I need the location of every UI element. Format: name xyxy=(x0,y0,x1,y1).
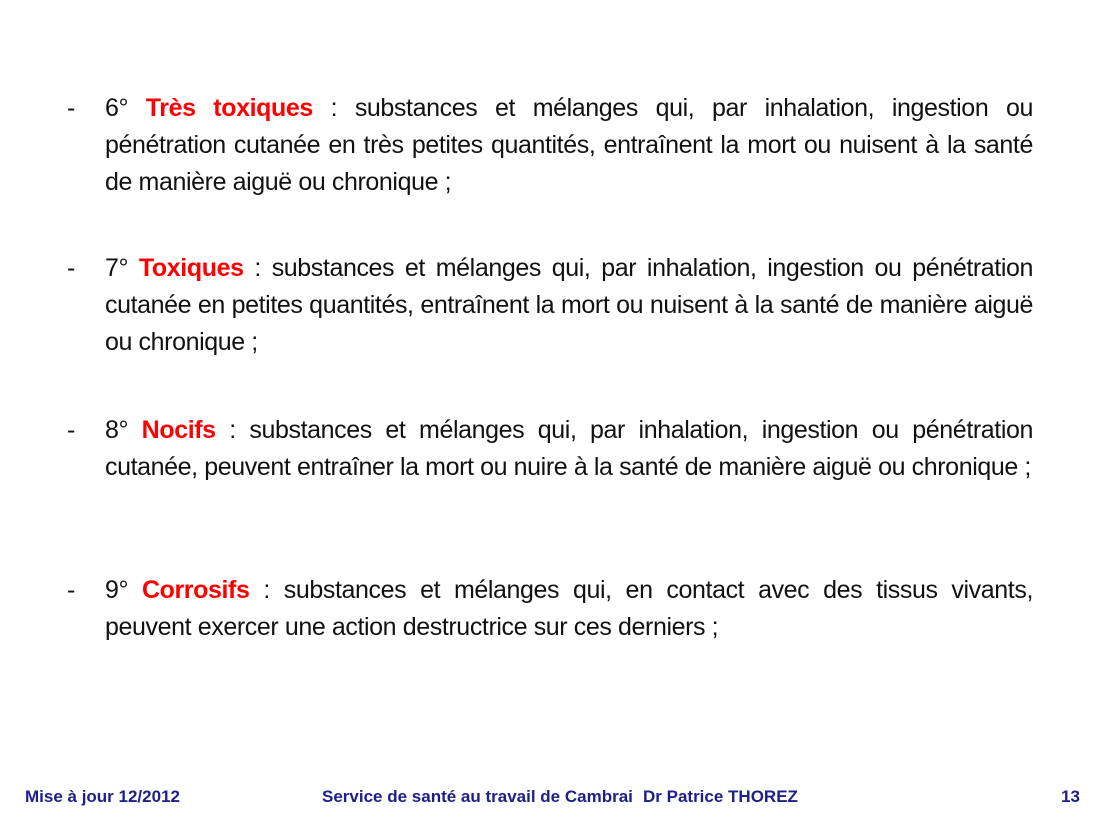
bullet-separator: : xyxy=(312,94,355,122)
footer-service-name: Service de santé au travail de Cambrai xyxy=(322,787,633,806)
footer-updated-date: Mise à jour 12/2012 xyxy=(25,787,180,806)
bullet-dash: - xyxy=(67,94,75,122)
bullet-separator: : xyxy=(215,416,250,444)
bullet-number: 9° xyxy=(105,576,142,604)
bullet-number: 8° xyxy=(105,416,142,444)
bullet-separator: : xyxy=(243,254,272,282)
bullet-text: substances et mélanges qui, par inhalation, ingestion ou pénétration cutanée en très petites quantités, entraînent la mort ou nuisent à la santé de manière aiguë ou chronique ; xyxy=(105,94,1034,196)
footer xyxy=(0,786,1100,812)
bullet-number: 6° xyxy=(105,94,146,122)
bullet-item-6-tres-toxiques xyxy=(67,90,1033,201)
footer-author: Dr Patrice THOREZ xyxy=(643,787,798,806)
bullet-dash: - xyxy=(67,576,75,604)
bullet-item-9-corrosifs xyxy=(67,572,1033,646)
bullet-keyword: Corrosifs xyxy=(141,576,250,604)
bullet-text: substances et mélanges qui, en contact avec des tissus vivants, peuvent exercer une action destructrice sur ces derniers ; xyxy=(105,576,1033,641)
bullet-number: 7° xyxy=(105,254,139,282)
bullet-item-7-toxiques xyxy=(67,250,1033,361)
bullet-text: substances et mélanges qui, par inhalation, ingestion ou pénétration cutanée en petites quantités, entraînent la mort ou nuisent à la santé de manière aiguë ou chronique ; xyxy=(105,254,1034,356)
footer-page-number: 13 xyxy=(1061,787,1080,806)
bullet-keyword: Toxiques xyxy=(138,254,244,282)
bullet-item-8-nocifs xyxy=(67,412,1033,486)
bullet-text: substances et mélanges qui, par inhalation, ingestion ou pénétration cutanée, peuvent entraîner la mort ou nuire à la santé de manière aiguë ou chronique ; xyxy=(105,416,1033,481)
bullet-keyword: Nocifs xyxy=(141,416,216,444)
bullet-dash: - xyxy=(67,254,75,282)
bullet-keyword: Très toxiques xyxy=(145,94,313,122)
bullet-separator: : xyxy=(249,576,284,604)
bullet-dash: - xyxy=(67,416,75,444)
